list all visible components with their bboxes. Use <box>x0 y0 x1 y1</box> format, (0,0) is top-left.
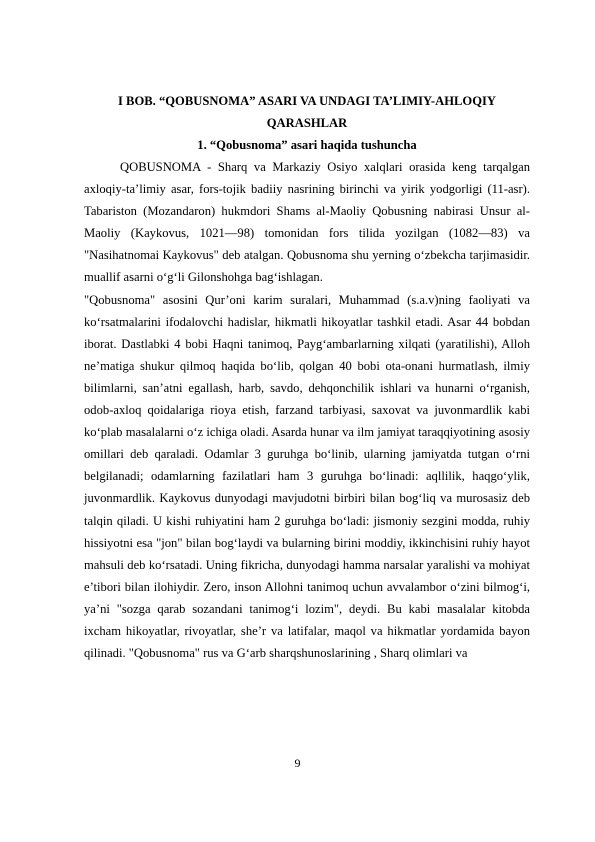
page-number: 9 <box>294 756 301 770</box>
chapter-title: I BOB. “QOBUSNOMA” ASARI VA UNDAGI TA’LIMIY-AHLOQIY QARASHLAR <box>118 94 496 130</box>
document-page <box>84 90 530 664</box>
paragraph-intro: QOBUSNOMA - Sharq va Markaziy Osiyo xalqlari orasida keng tarqalgan axloqiy-ta’limiy asar, fors-tojik badiiy nasrining birinchi va yirik yodgorligi (11-asr). Tabariston (Mozandaron) hukmdori Shams al-Maoliy Qobusning nabirasi Unsur al-Maoliy (Kaykovus, 1021—98) tomonidan fors tilida yozilgan (1082—83) va "Nasihatnomai Kaykovus" deb atalgan. Qobusnoma shu yerning o‘zbekcha tarjimasidir. muallif asarni o‘g‘li Gilonshohga bag‘ishlagan. <box>84 160 530 285</box>
section-title: 1. “Qobusnoma” asari haqida tushuncha <box>197 138 417 152</box>
paragraph-main: "Qobusnoma" asosini Qur’oni karim suralari, Muhammad (s.a.v)ning faoliyati va ko‘rsatmalarini ifodalovchi hadislar, hikmatli hikoyatlar tashkil etadi. Asar 44 bobdan iborat. Dastlabki 4 bobi Haqni tanimoq, Payg‘ambarlarning xilqati (yaratilishi), Alloh ne’matiga shukur qilmoq haqida bo‘lib, qolgan 40 bobi ota-onani hurmatlash, ilmiy bilimlarni, san’atni egallash, harb, savdo, dehqonchilik ishlari va hunarni o‘rganish, odob-axloq qoidalariga rioya etish, farzand tarbiyasi, saxovat va juvonmardlik kabi ko‘plab masalalarni o‘z ichiga oladi. Asarda hunar va ilm jamiyat taraqqiyotining asosiy omillari deb qaraladi. Odamlar 3 guruhga bo‘linib, ularning jamiyatda tutgan o‘rni belgilanadi; odamlarning fazilatlari ham 3 guruhga bo‘linadi: aqllilik, haqgo‘ylik, juvonmardlik. Kaykovus dunyodagi mavjudotni birbiri bilan bog‘liq va murosasiz deb talqin qiladi. U kishi ruhiyatini ham 2 guruhga bo‘ladi: jismoniy sezgini modda, ruhiy hissiyotni esa "jon" bilan bog‘laydi va bularning birini moddiy, ikkinchisini ruhiy hayot mahsuli deb ko‘rsatadi. Uning fikricha, dunyodagi hamma narsalar yaralishi va mohiyat e’tibori bilan ilohiydir. Zero, inson Allohni tanimoq uchun avvalambor o‘zini bilmog‘i, ya’ni "sozga qarab sozandani tanimog‘i lozim", deydi. Bu kabi masalalar kitobda ixcham hikoyatlar, rivoyatlar, she’r va latifalar, maqol va hikmatlar yordamida bayon qilinadi. "Qobusnoma" rus va G‘arb sharqshunoslarining , Sharq olimlari va <box>84 292 530 661</box>
